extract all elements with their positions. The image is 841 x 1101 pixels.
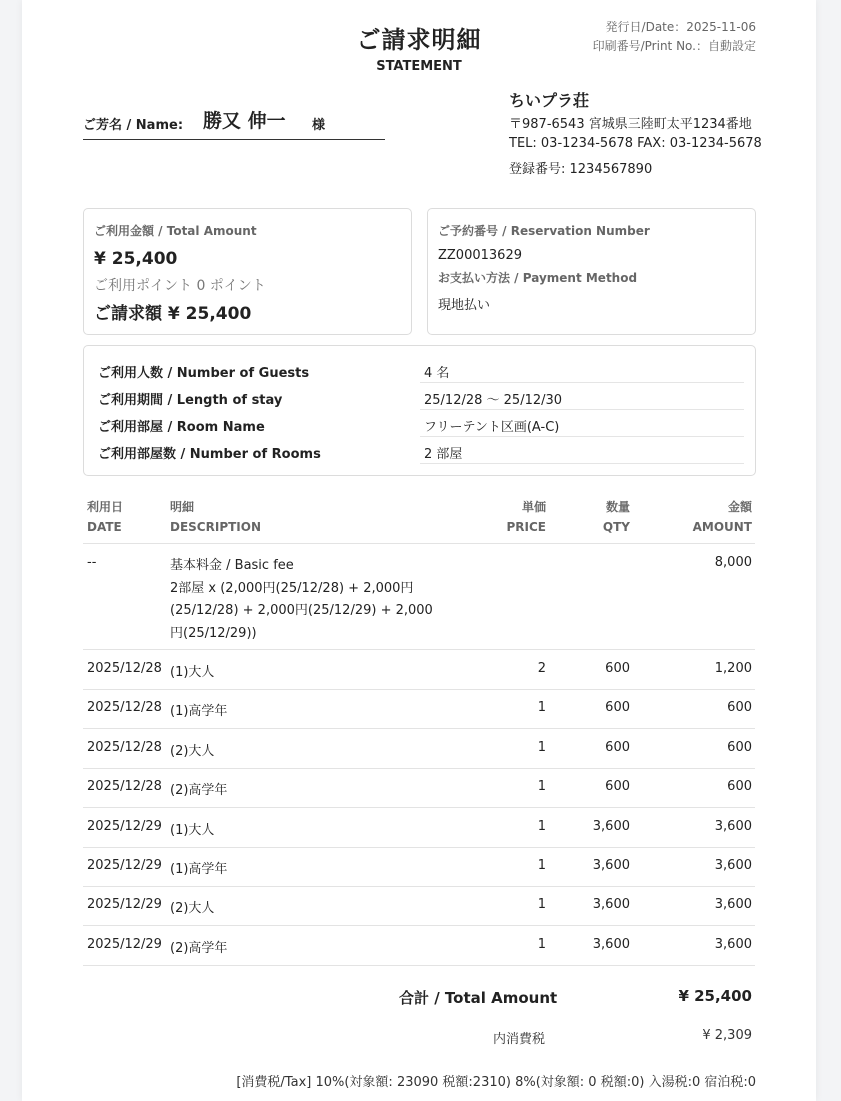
info-value: 25/12/28 ～ 25/12/30: [424, 393, 563, 408]
item-price: 600: [605, 740, 630, 755]
info-key: ご利用期間 / Length of stay: [98, 393, 283, 408]
page-subtitle: STATEMENT: [376, 59, 462, 74]
row-divider: [83, 689, 755, 690]
header-desc-jp: 明細: [170, 500, 195, 514]
desc-line: 基本料金 / Basic fee: [170, 558, 294, 573]
table-header-divider: [83, 543, 755, 544]
total-amount-value: ¥ 25,400: [94, 249, 178, 269]
item-qty: 1: [537, 937, 546, 952]
item-description: (2)高学年: [170, 783, 228, 798]
basic-fee-amount: 8,000: [714, 555, 752, 570]
item-qty: 1: [537, 858, 546, 873]
item-date: 2025/12/28: [87, 779, 162, 794]
info-key: ご利用部屋数 / Number of Rooms: [98, 447, 321, 462]
grand-total-label: 合計 / Total Amount: [399, 989, 558, 1007]
item-description: (1)大人: [170, 665, 215, 680]
item-amount: 600: [727, 779, 752, 794]
included-tax-value: ¥ 2,309: [702, 1028, 752, 1043]
included-tax-label: 内消費税: [493, 1032, 546, 1047]
header-price-en: PRICE: [506, 520, 546, 534]
header-amount-en: AMOUNT: [692, 520, 752, 534]
header-price-jp: 単価: [521, 500, 546, 514]
header-date: [87, 497, 123, 537]
header-date-jp: 利用日: [87, 500, 124, 514]
customer-name-row: [83, 103, 385, 140]
item-description: (1)高学年: [170, 704, 228, 719]
info-row-guests: [98, 356, 744, 383]
item-date: 2025/12/28: [87, 740, 162, 755]
item-qty: 2: [537, 661, 546, 676]
customer-honorific: 様: [312, 118, 326, 133]
info-value: 2 部屋: [424, 447, 463, 462]
stay-info-box: [83, 345, 756, 476]
item-amount: 1,200: [714, 661, 752, 676]
item-price: 3,600: [592, 937, 630, 952]
item-qty: 1: [537, 819, 546, 834]
item-amount: 600: [727, 740, 752, 755]
info-row-stay-length: [98, 383, 744, 410]
item-amount: 600: [727, 700, 752, 715]
item-date: 2025/12/29: [87, 937, 162, 952]
info-row-room-count: [98, 437, 744, 464]
info-key: ご利用人数 / Number of Guests: [98, 366, 310, 381]
header-price: [466, 497, 546, 537]
print-number: 印刷番号/Print No.：自動設定: [592, 39, 756, 53]
customer-name-label: ご芳名 / Name:: [83, 118, 184, 133]
company-address: 〒987-6543 宮城県三陸町太平1234番地: [509, 117, 752, 132]
item-description: (2)大人: [170, 901, 215, 916]
company-tel-fax: TEL: 03-1234-5678 FAX: 03-1234-5678: [509, 136, 762, 151]
item-description: (1)大人: [170, 823, 215, 838]
total-amount-label: ご利用金額 / Total Amount: [94, 224, 257, 238]
item-description: (2)高学年: [170, 941, 228, 956]
page-title: ご請求明細: [356, 26, 482, 54]
item-price: 600: [605, 779, 630, 794]
header-qty: [550, 497, 630, 537]
item-price: 600: [605, 700, 630, 715]
header-qty-en: QTY: [602, 520, 630, 534]
item-amount: 3,600: [714, 897, 752, 912]
basic-fee-description: [170, 555, 433, 645]
row-divider: [83, 847, 755, 848]
customer-name: 勝又 伸一: [203, 110, 286, 132]
item-amount: 3,600: [714, 819, 752, 834]
item-qty: 1: [537, 700, 546, 715]
tax-breakdown-note: [消費税/Tax] 10%(対象額: 23090 税額:2310) 8%(対象額: 0 税額:0) 入湯税:0 宿泊税:0: [236, 1075, 756, 1090]
item-price: 600: [605, 661, 630, 676]
item-price: 3,600: [592, 819, 630, 834]
payment-method-label: お支払い方法 / Payment Method: [438, 271, 638, 285]
row-divider: [83, 728, 755, 729]
info-value: 4 名: [424, 366, 450, 381]
company-registration: 登録番号: 1234567890: [509, 162, 653, 177]
header-amount: [652, 497, 752, 537]
item-price: 3,600: [592, 897, 630, 912]
row-divider: [83, 925, 755, 926]
header-desc-en: DESCRIPTION: [170, 520, 262, 534]
desc-line: 2部屋 x (2,000円(25/12/28) + 2,000円: [170, 580, 414, 596]
item-description: (2)大人: [170, 744, 215, 759]
reservation-box: [427, 208, 756, 335]
item-amount: 3,600: [714, 858, 752, 873]
basic-fee-date: --: [87, 555, 97, 570]
grand-total-value: ¥ 25,400: [678, 987, 752, 1005]
header-description: [170, 497, 261, 537]
billing-amount: ご請求額 ¥ 25,400: [94, 304, 252, 324]
info-value: フリーテント区画(A-C): [424, 420, 560, 435]
item-amount: 3,600: [714, 937, 752, 952]
row-divider: [83, 649, 755, 650]
row-divider: [83, 886, 755, 887]
item-date: 2025/12/29: [87, 819, 162, 834]
desc-line: (25/12/28) + 2,000円(25/12/29) + 2,000: [170, 603, 433, 618]
reservation-number-label: ご予約番号 / Reservation Number: [438, 224, 650, 238]
issue-date: 発行日/Date：2025-11-06: [605, 20, 756, 34]
item-date: 2025/12/29: [87, 897, 162, 912]
total-amount-box: [83, 208, 412, 335]
item-price: 3,600: [592, 858, 630, 873]
item-qty: 1: [537, 897, 546, 912]
statement-page: [22, 0, 816, 1101]
row-divider: [83, 768, 755, 769]
header-date-en: DATE: [87, 520, 122, 534]
item-date: 2025/12/28: [87, 700, 162, 715]
item-date: 2025/12/29: [87, 858, 162, 873]
item-qty: 1: [537, 779, 546, 794]
company-name: ちいプラ荘: [509, 91, 590, 110]
info-row-room-name: [98, 410, 744, 437]
row-divider: [83, 807, 755, 808]
item-qty: 1: [537, 740, 546, 755]
header-qty-jp: 数量: [605, 500, 630, 514]
row-divider: [420, 463, 744, 464]
header-amount-jp: 金額: [727, 500, 752, 514]
item-date: 2025/12/28: [87, 661, 162, 676]
desc-line: 円(25/12/29)): [170, 625, 257, 641]
points-used: ご利用ポイント 0 ポイント: [94, 278, 266, 294]
item-description: (1)高学年: [170, 862, 228, 877]
info-key: ご利用部屋 / Room Name: [98, 420, 265, 435]
reservation-number: ZZ00013629: [438, 248, 522, 263]
payment-method: 現地払い: [438, 298, 491, 313]
row-divider: [83, 965, 755, 966]
